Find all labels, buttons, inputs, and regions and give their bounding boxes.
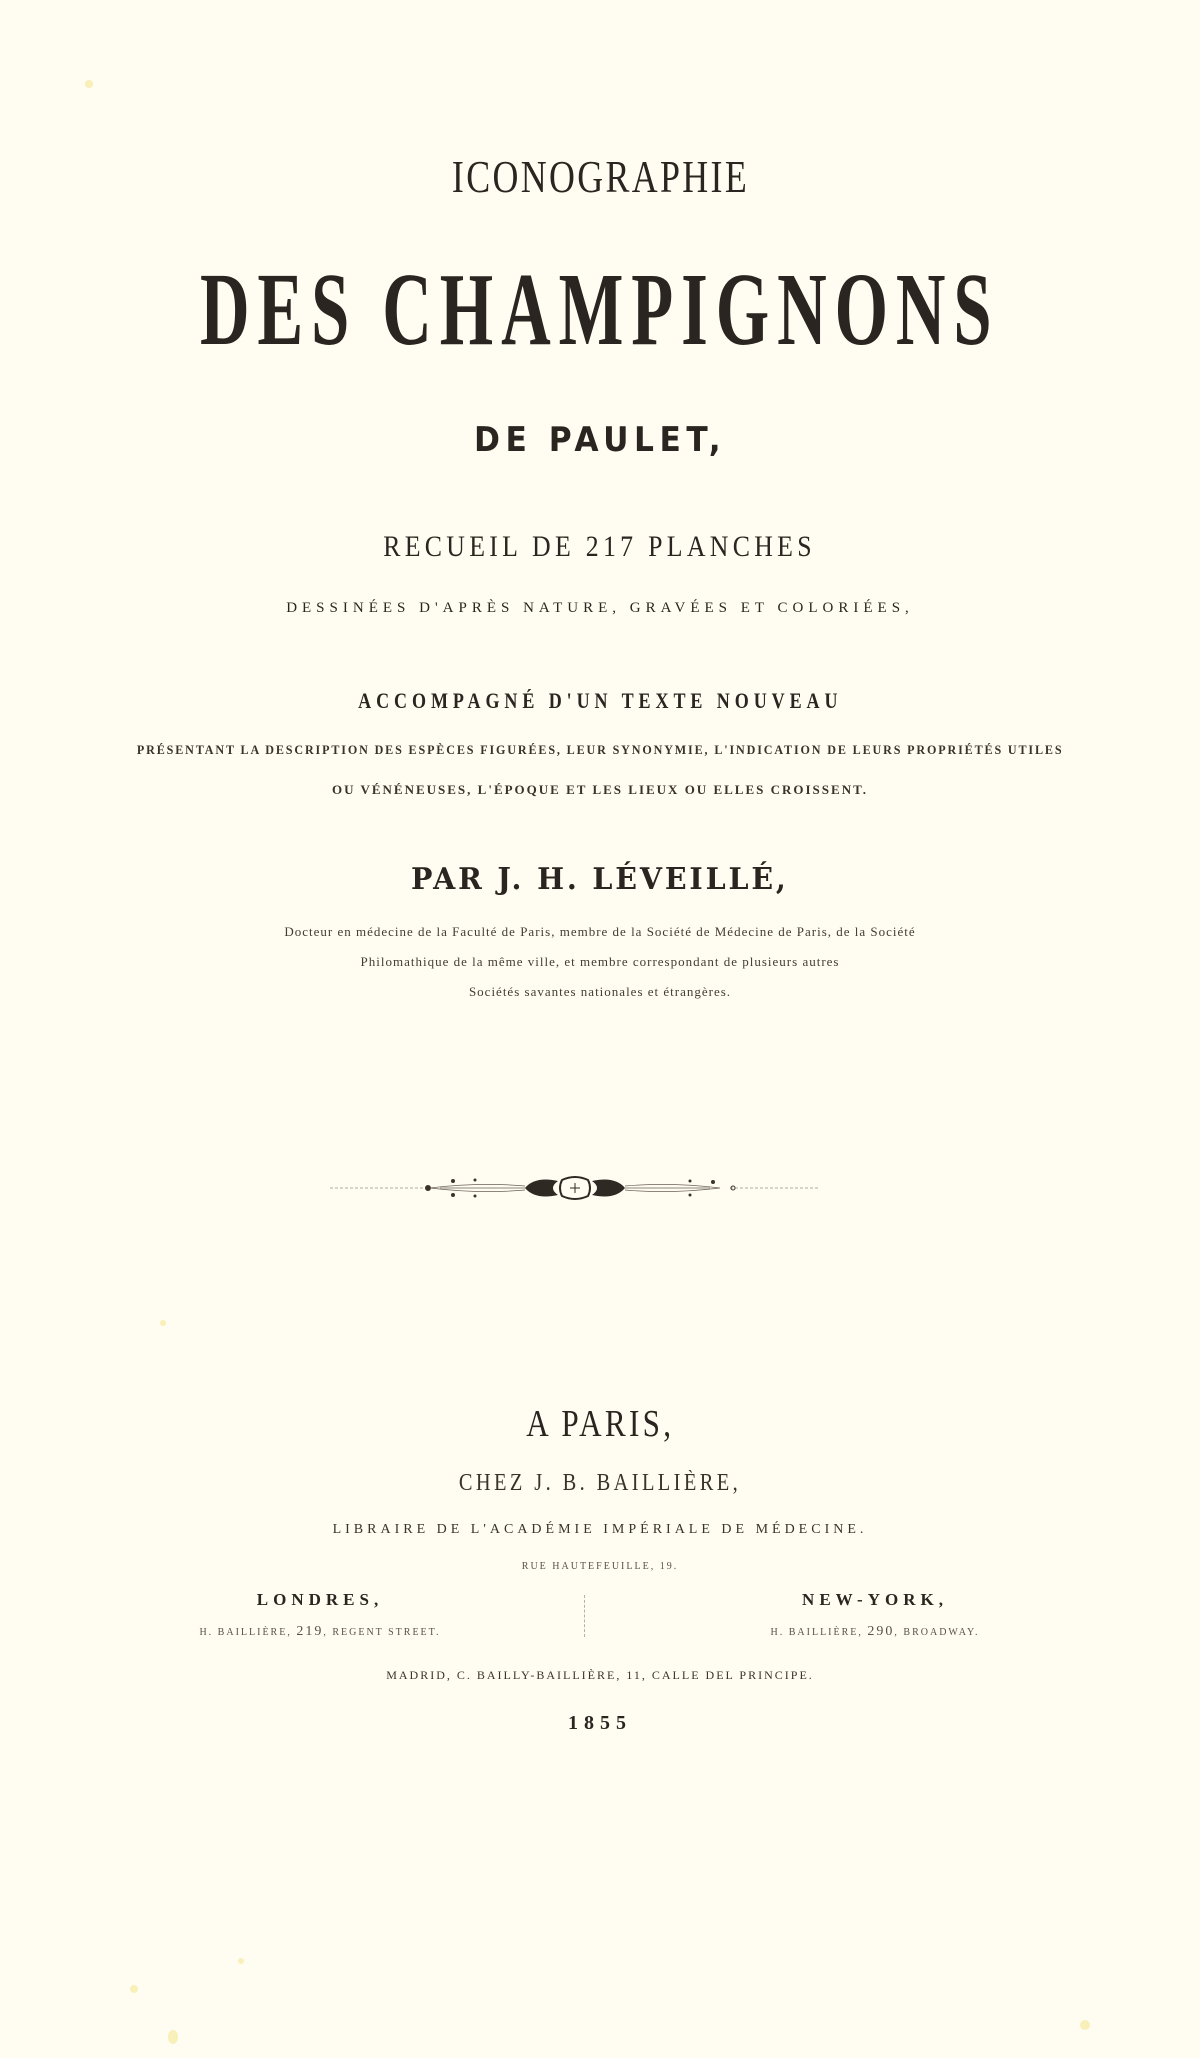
fleuron-divider-icon: [330, 1168, 820, 1208]
imprint-publisher-address: RUE HAUTEFEUILLE, 19.: [521, 1561, 679, 1572]
author-credentials-2: Philomathique de la même ville, et membre correspondant de plusieurs autres: [360, 954, 840, 969]
title-line-des-champignons: DES CHAMPIGNONS: [199, 252, 1000, 367]
branch-city: NEW-YORK,: [802, 1590, 948, 1609]
subtitle-text-description-2: OU VÉNÉNEUSES, L'ÉPOQUE ET LES LIEUX OU ELLES CROISSENT.: [331, 782, 869, 797]
imprint-city: A PARIS,: [525, 1403, 675, 1445]
imprint-madrid: MADRID, C. BAILLY-BAILLIÈRE, 11, CALLE DEL PRINCIPE.: [386, 1668, 814, 1682]
author-credentials-3: Sociétés savantes nationales et étrangères.: [468, 984, 732, 999]
title-line-iconographie: ICONOGRAPHIE: [451, 151, 749, 202]
subtitle-plates-description: DESSINÉES D'APRÈS NATURE, GRAVÉES ET COLORIÉES,: [286, 600, 914, 616]
branch-address: H. BAILLIÈRE, 290, BROADWAY.: [770, 1624, 980, 1639]
paper-speck: [160, 1320, 166, 1326]
imprint-publisher-title: LIBRAIRE DE L'ACADÉMIE IMPÉRIALE DE MÉDECINE.: [332, 1522, 868, 1537]
paper-speck: [238, 1958, 244, 1964]
subtitle-collection: RECUEIL DE 217 PLANCHES: [383, 530, 817, 563]
imprint-publisher: CHEZ J. B. BAILLIÈRE,: [458, 1470, 742, 1496]
branch-address: H. BAILLIÈRE, 219, REGENT STREET.: [199, 1624, 441, 1639]
title-line-de-paulet: DE PAULET,: [473, 420, 727, 460]
branch-new-york: [690, 1590, 1060, 1640]
paper-speck: [168, 2030, 178, 2044]
paper-speck: [1080, 2020, 1090, 2030]
vertical-divider: [584, 1595, 587, 1637]
subtitle-accompaniment: ACCOMPAGNÉ D'UN TEXTE NOUVEAU: [357, 688, 843, 713]
paper-speck: [85, 80, 93, 88]
author-byline: PAR J. H. LÉVEILLÉ,: [411, 862, 789, 897]
branch-city: LONDRES,: [256, 1590, 384, 1609]
paper-speck: [130, 1985, 138, 1993]
author-credentials-1: Docteur en médecine de la Faculté de Paris, membre de la Société de Médecine de Paris, de la Société: [284, 924, 916, 939]
subtitle-text-description-1: PRÉSENTANT LA DESCRIPTION DES ESPÈCES FIGURÉES, LEUR SYNONYMIE, L'INDICATION DE LEURS PROPRIÉTÉS UTILES: [136, 742, 1064, 757]
imprint-year: 1855: [568, 1712, 632, 1734]
branch-london: [140, 1590, 500, 1640]
